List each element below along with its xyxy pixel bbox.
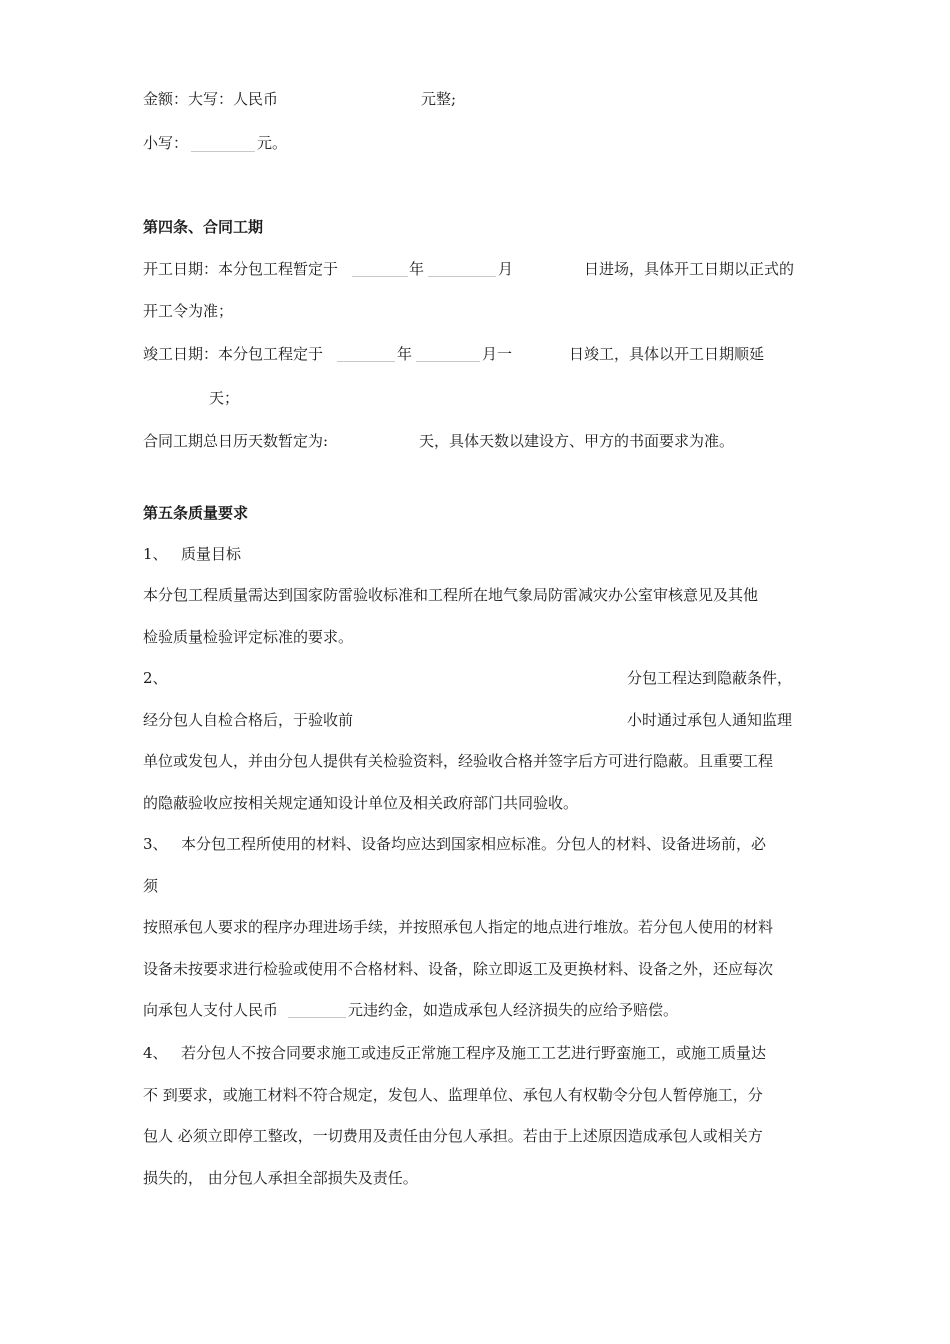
item3-number: 3、 [143, 835, 168, 853]
finish-year-label: 年 [397, 345, 413, 363]
item4-line1: 若分包人不按合同要求施工或违反正常施工程序及施工工艺进行野蛮施工，或施工质量达 [181, 1044, 767, 1062]
start-month-blank [428, 276, 496, 277]
section4-heading: 第四条、合同工期 [143, 218, 264, 236]
start-date-text-cont: 开工令为准； [143, 302, 234, 320]
finish-month-blank [416, 361, 480, 362]
section5-heading: 第五条质量要求 [143, 504, 249, 522]
amount-lower-suffix: 元。 [257, 134, 288, 152]
item2-line3: 单位或发包人，并由分包人提供有关检验资料，经验收合格并签字后方可进行隐蔽。且重要工程 [143, 752, 774, 770]
finish-days-label: 天； [209, 389, 240, 407]
start-date-text: 开工日期：本分包工程暂定于 [143, 260, 339, 278]
amount-upper-label: 金额：大写：人民币 [143, 90, 279, 108]
item3-line4: 设备未按要求进行检验或使用不合格材料、设备，除立即返工及更换材料、设备之外，还应每次 [143, 960, 774, 978]
item4-number: 4、 [143, 1044, 168, 1062]
start-month-label: 月 [498, 260, 514, 278]
amount-upper-suffix: 元整; [421, 90, 457, 108]
finish-year-blank [337, 361, 395, 362]
finish-month-label: 月一 [482, 345, 513, 363]
item4-line2: 不 到要求，或施工材料不符合规定，发包人、监理单位、承包人有权勒令分包人暂停施工，分 [143, 1086, 763, 1104]
finish-date-text: 竣工日期：本分包工程定于 [143, 345, 324, 363]
item2-number: 2、 [143, 669, 168, 687]
item3-line1: 本分包工程所使用的材料、设备均应达到国家相应标准。分包人的材料、设备进场前，必 [181, 835, 767, 853]
item3-line5a: 向承包人支付人民币 [143, 1001, 279, 1019]
item2-line2b: 小时通过承包人通知监理 [627, 711, 793, 729]
total-days-text-cont: 天，具体天数以建设方、甲方的书面要求为准。 [419, 432, 735, 450]
item2-line2a: 经分包人自检合格后，于验收前 [143, 711, 354, 729]
item1-title: 质量目标 [181, 545, 242, 563]
total-days-text: 合同工期总日历天数暂定为: [143, 432, 329, 450]
item1-line2: 检验质量检验评定标准的要求。 [143, 628, 354, 646]
start-year-label: 年 [409, 260, 425, 278]
item3-line3: 按照承包人要求的程序办理进场手续，并按照承包人指定的地点进行堆放。若分包人使用的材料 [143, 918, 774, 936]
amount-lower-label: 小写： [143, 134, 189, 152]
item3-line2: 须 [143, 877, 159, 895]
finish-day-text: 日竣工，具体以开工日期顺延 [569, 345, 765, 363]
item1-line1: 本分包工程质量需达到国家防雷验收标准和工程所在地气象局防雷减灾办公室审核意见及其他 [143, 586, 759, 604]
start-day-text: 日进场，具体开工日期以正式的 [584, 260, 795, 278]
penalty-amount-blank [288, 1017, 346, 1018]
item4-line3: 包人 必须立即停工整改，一切费用及责任由分包人承担。若由于上述原因造成承包人或相关方 [143, 1127, 763, 1145]
start-year-blank [352, 276, 408, 277]
item3-line5b: 元违约金，如造成承包人经济损失的应给予赔偿。 [348, 1001, 679, 1019]
item1-number: 1、 [143, 545, 168, 563]
item2-line4: 的隐蔽验收应按相关规定通知设计单位及相关政府部门共同验收。 [143, 794, 579, 812]
amount-lower-blank [191, 151, 255, 152]
item4-line4: 损失的， 由分包人承担全部损失及责任。 [143, 1169, 418, 1187]
item2-line1: 分包工程达到隐蔽条件， [627, 669, 793, 687]
